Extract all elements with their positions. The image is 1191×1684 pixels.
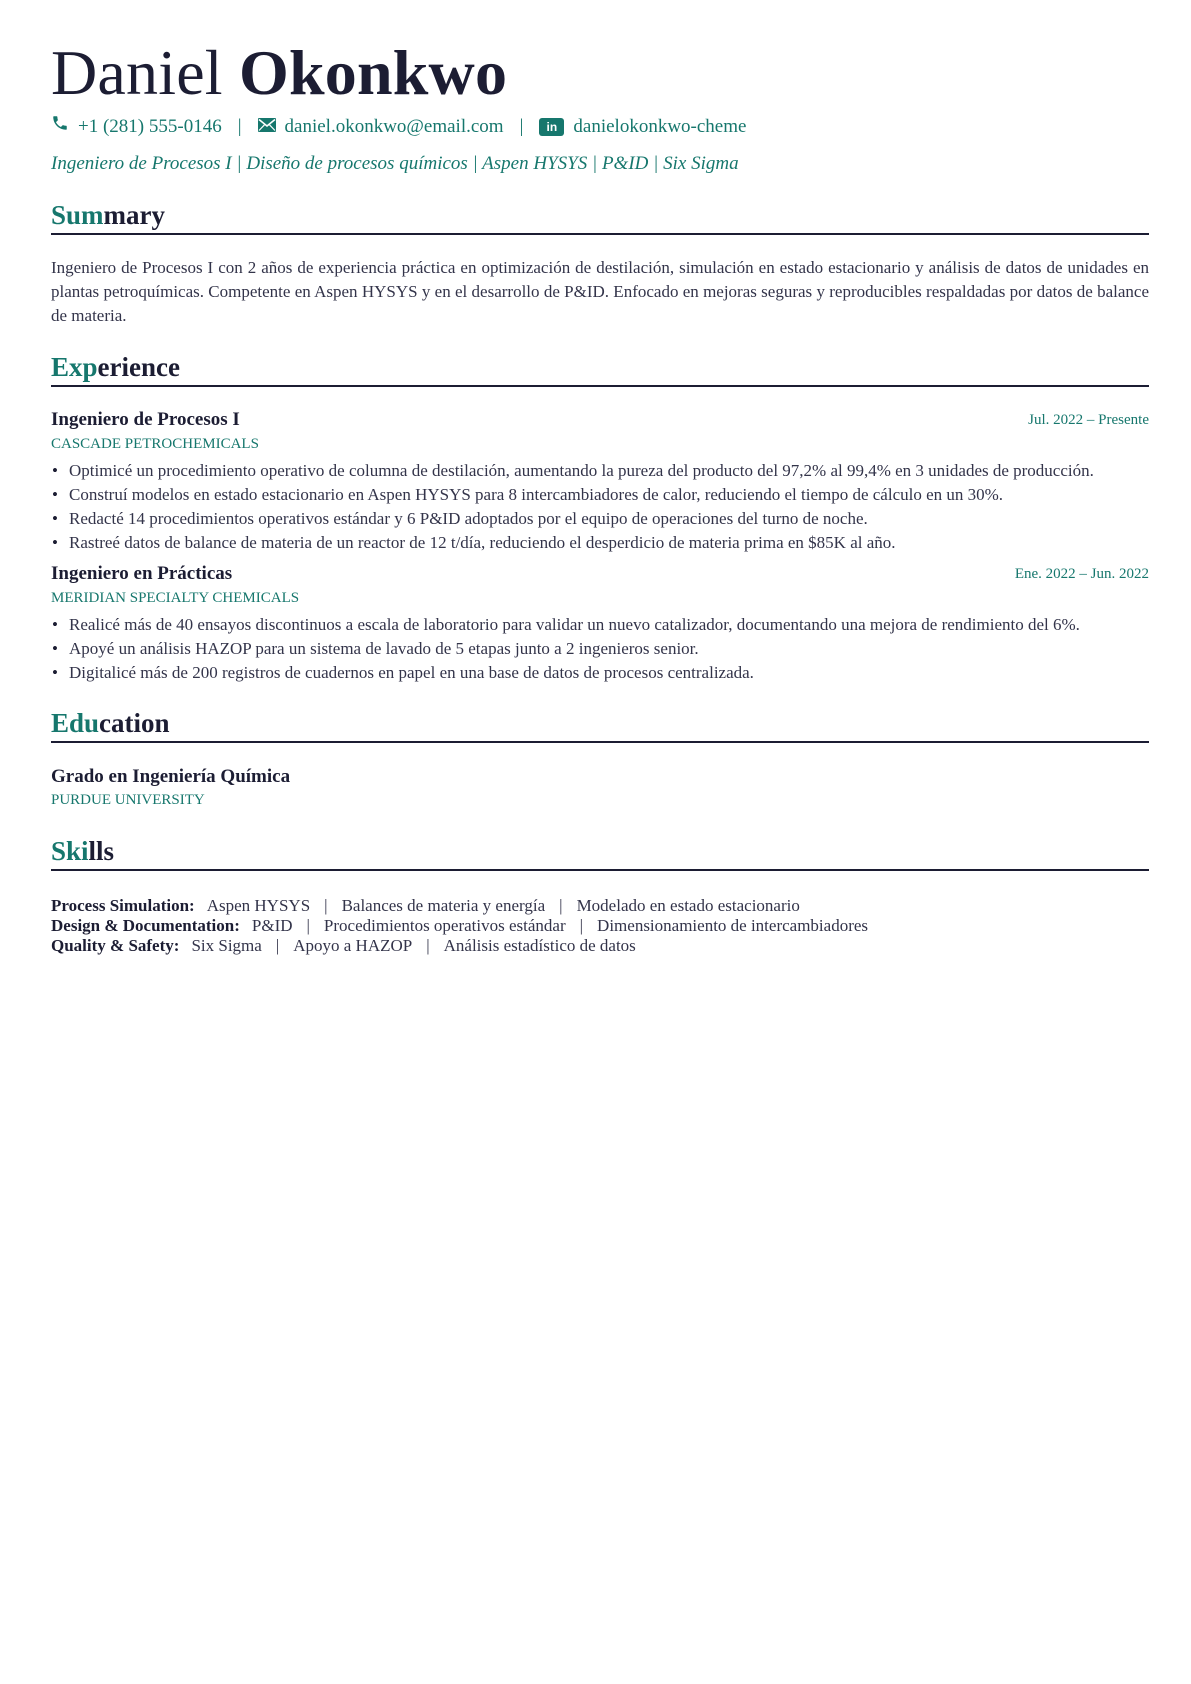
- envelope-icon: [258, 115, 276, 139]
- linkedin-icon: in: [539, 118, 564, 136]
- job-bullet: • Realicé más de 40 ensayos discontinuos a escala de laboratorio para validar un nuevo catalizador, documentando una mejora de rendimiento del 6%.: [51, 613, 1171, 637]
- section-heading-skills: [51, 835, 1149, 871]
- skill-row: [51, 896, 868, 916]
- skill-item: Balances de materia y energía: [341, 896, 546, 915]
- section-heading-experience: [51, 351, 1149, 387]
- heading-rest: erience: [97, 352, 180, 382]
- education-school: PURDUE UNIVERSITY: [51, 792, 205, 808]
- job-bullet: • Construí modelos en estado estacionario en Aspen HYSYS para 8 intercambiadores de calor, reduciendo el tiempo de cálculo en un 30%.: [51, 483, 1171, 507]
- skills-list: [51, 896, 868, 956]
- skill-category: Quality & Safety:: [51, 936, 180, 955]
- skill-row: [51, 936, 868, 956]
- job-bullets: [51, 613, 1171, 685]
- job-bullet: • Rastreé datos de balance de materia de un reactor de 12 t/día, reduciendo el desperdicio de materia prima en $85K al año.: [51, 531, 1171, 555]
- linkedin-item[interactable]: [539, 115, 746, 139]
- skill-item: Modelado en estado estacionario: [576, 896, 800, 915]
- skill-item: Aspen HYSYS: [206, 896, 311, 915]
- candidate-name: [51, 36, 507, 110]
- job-bullet: • Digitalicé más de 200 registros de cuadernos en papel en una base de datos de procesos centralizada.: [51, 661, 1171, 685]
- job-bullets: [51, 459, 1171, 555]
- heading-accent: Sum: [51, 200, 104, 230]
- skill-separator: |: [559, 896, 563, 915]
- email-item[interactable]: [258, 115, 504, 139]
- contact-separator: |: [237, 115, 242, 137]
- job-bullet: • Apoyé un análisis HAZOP para un sistema de lavado de 5 etapas junto a 2 ingenieros senior.: [51, 637, 1171, 661]
- skill-category: Design & Documentation:: [51, 916, 240, 935]
- job-title: Ingeniero de Procesos I: [51, 409, 240, 430]
- skill-separator: |: [324, 896, 328, 915]
- heading-accent: Ski: [51, 836, 89, 866]
- first-name: Daniel: [51, 37, 223, 108]
- skill-item: Dimensionamiento de intercambiadores: [597, 916, 869, 935]
- phone-text: +1 (281) 555-0146: [78, 115, 222, 137]
- job-bullet: • Redacté 14 procedimientos operativos estándar y 6 P&ID adoptados por el equipo de operaciones del turno de noche.: [51, 507, 1171, 531]
- phone-icon: [51, 114, 69, 139]
- contact-line: [51, 114, 746, 139]
- section-heading-education: [51, 707, 1149, 743]
- summary-text: Ingeniero de Procesos I con 2 años de experiencia práctica en optimización de destilación, simulación en estado estacionario y análisis de datos de unidades en plantas petroquímicas. Competente en Aspen HYSYS y en el desarrollo de P&ID. Enfocado en mejoras seguras y reproducibles respaldadas por datos de balance de materia.: [51, 258, 1149, 325]
- job-bullet: • Optimicé un procedimiento operativo de columna de destilación, aumentando la pureza del producto del 97,2% al 99,4% en 3 unidades de producción.: [51, 459, 1171, 483]
- skill-item: Procedimientos operativos estándar: [323, 916, 566, 935]
- job-title: Ingeniero en Prácticas: [51, 563, 233, 584]
- job-date: Jul. 2022 – Presente: [1028, 412, 1149, 428]
- linkedin-text: danielokonkwo-cheme: [573, 115, 747, 137]
- skill-separator: |: [579, 916, 584, 935]
- heading-rest: cation: [99, 708, 170, 738]
- skill-separator: |: [306, 916, 310, 935]
- phone-item[interactable]: [51, 114, 222, 139]
- job-date: Ene. 2022 – Jun. 2022: [1014, 566, 1149, 582]
- heading-rest: mary: [103, 200, 166, 230]
- section-heading-summary: [51, 199, 1149, 235]
- job-company: MERIDIAN SPECIALTY CHEMICALS: [51, 590, 300, 606]
- job-company: CASCADE PETROCHEMICALS: [51, 436, 259, 452]
- last-name: Okonkwo: [239, 37, 508, 108]
- heading-accent: Exp: [51, 352, 98, 382]
- skill-item: Apoyo a HAZOP: [293, 936, 413, 955]
- skill-item: Análisis estadístico de datos: [443, 936, 636, 955]
- skill-separator: |: [426, 936, 430, 955]
- contact-separator: |: [519, 115, 524, 137]
- email-text: daniel.okonkwo@email.com: [284, 115, 504, 137]
- skill-category: Process Simulation:: [51, 896, 195, 915]
- skill-separator: |: [275, 936, 280, 955]
- heading-rest: lls: [88, 836, 115, 866]
- skill-item: Six Sigma: [191, 936, 262, 955]
- skill-row: [51, 916, 868, 936]
- headline-tagline: Ingeniero de Procesos I | Diseño de procesos químicos | Aspen HYSYS | P&ID | Six Sigma: [51, 153, 739, 174]
- skill-item: P&ID: [251, 916, 293, 935]
- education-degree: Grado en Ingeniería Química: [51, 766, 291, 787]
- heading-accent: Edu: [51, 708, 100, 738]
